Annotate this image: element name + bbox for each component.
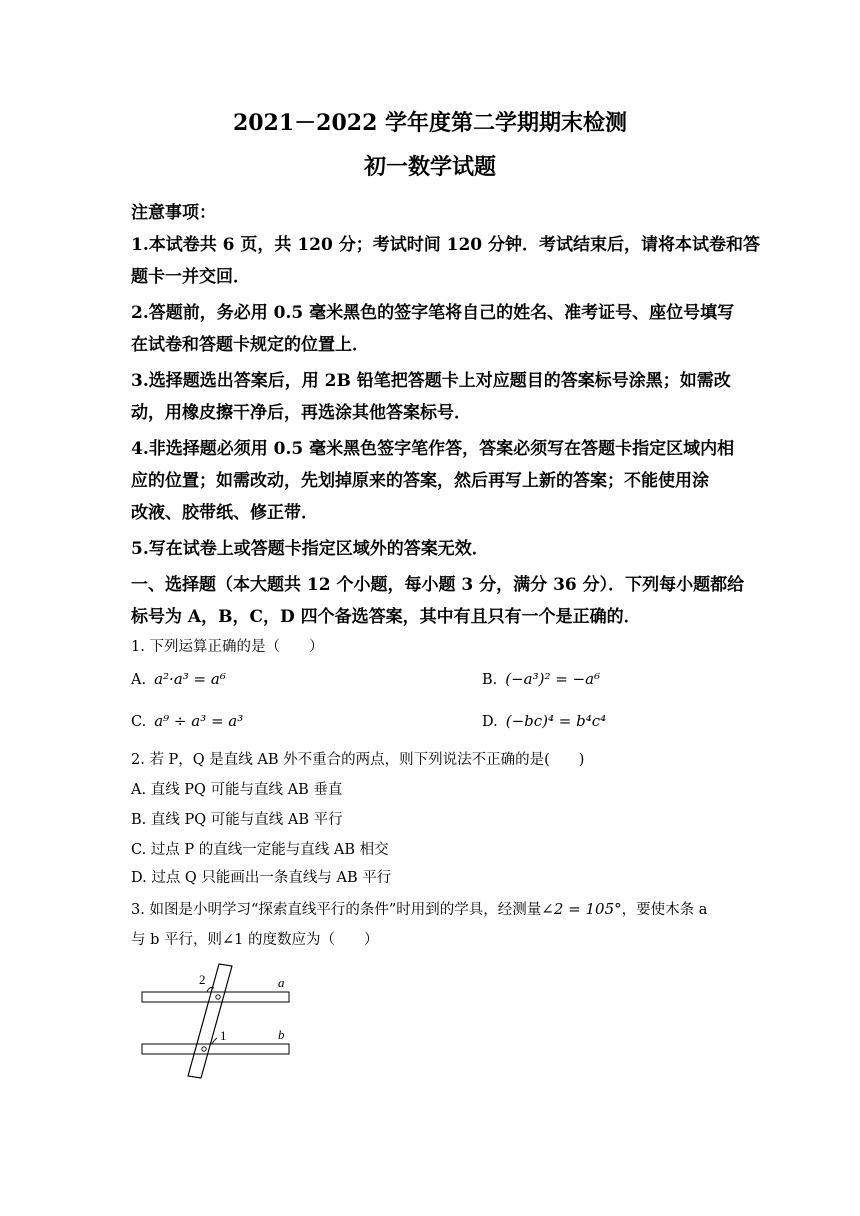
q2-option: B. 直线 PQ 可能与直线 AB 平行: [131, 812, 343, 828]
q1-option-a: [131, 670, 226, 688]
q2-option: C. 过点 P 的直线一定能与直线 AB 相交: [131, 842, 389, 858]
note-line: 题卡一并交回．: [131, 267, 250, 287]
pivot-dot: [202, 1047, 206, 1051]
angle-1-label: 1: [220, 1028, 227, 1043]
q1-option-d: [482, 712, 606, 730]
note-line: 1.本试卷共 6 页，共 120 分；考试时间 120 分钟．考试结束后，请将本试卷和答: [131, 235, 761, 255]
bar-b-label: b: [278, 1027, 285, 1042]
page-subtitle: 初一数学试题: [363, 154, 496, 180]
section-heading: 一、选择题（本大题共 12 个小题，每小题 3 分，满分 36 分）．下列每小题都给: [131, 575, 745, 595]
note-line: 在试卷和答题卡规定的位置上．: [131, 335, 369, 355]
note-line: 应的位置；如需改动，先划掉原来的答案，然后再写上新的答案；不能使用涂: [131, 471, 709, 491]
q1-option-c: [131, 712, 243, 730]
pivot-dot: [216, 995, 220, 999]
angle-2-label: 2: [199, 972, 206, 987]
section-instructions: 标号为 A，B，C，D 四个备选答案，其中有且只有一个是正确的．: [131, 607, 641, 627]
q3-stem-part: 3. 如图是小明学习“探索直线平行的条件”时用到的学具，经测量: [131, 902, 542, 918]
parallel-bars-figure: [135, 960, 305, 1085]
q3-stem-part: ，要使木条 a: [621, 902, 708, 918]
q1-option-b: [482, 670, 600, 688]
notes-heading: 注意事项：: [131, 203, 216, 223]
bar-b: [142, 1044, 289, 1054]
q2-option: D. 过点 Q 只能画出一条直线与 AB 平行: [131, 870, 392, 886]
question-3-stem-line2: 与 b 平行，则∠1 的度数应为（ ）: [131, 932, 379, 948]
option-label: B.: [482, 672, 498, 688]
option-label: A.: [131, 672, 147, 688]
option-label: C.: [131, 714, 147, 730]
question-2-stem: 2. 若 P，Q 是直线 AB 外不重合的两点，则下列说法不正确的是( ): [131, 752, 585, 768]
page-title: 2021－2022 学年度第二学期期末检测: [232, 110, 628, 136]
option-expression: a⁹ ÷ a³ = a³: [154, 712, 244, 730]
q2-option: A. 直线 PQ 可能与直线 AB 垂直: [131, 782, 343, 798]
option-label: D.: [482, 714, 498, 730]
note-line: 5.写在试卷上或答题卡指定区域外的答案无效．: [131, 539, 489, 559]
note-line: 改液、胶带纸、修正带．: [131, 503, 318, 523]
question-3-stem-line1: [131, 898, 707, 919]
question-1-stem: 1. 下列运算正确的是（ ）: [131, 639, 324, 655]
note-line: 动，用橡皮擦干净后，再选涂其他答案标号．: [131, 403, 471, 423]
option-expression: (−a³)² = −a⁶: [505, 670, 601, 688]
option-expression: a²·a³ = a⁶: [154, 670, 226, 688]
angle-1-arc: [212, 1038, 217, 1044]
note-line: 3.选择题选出答案后，用 2B 铅笔把答题卡上对应题目的答案标号涂黑；如需改: [131, 371, 731, 391]
note-line: 4.非选择题必须用 0.5 毫米黑色签字笔作答，答案必须写在答题卡指定区域内相: [131, 439, 735, 459]
slanted-bar: [188, 964, 232, 1078]
note-line: 2.答题前，务必用 0.5 毫米黑色的签字笔将自己的姓名、准考证号、座位号填写: [131, 303, 735, 323]
bar-a-label: a: [278, 975, 285, 990]
angle-expression: ∠2 = 105°: [541, 900, 622, 918]
option-expression: (−bc)⁴ = b⁴c⁴: [505, 712, 607, 730]
